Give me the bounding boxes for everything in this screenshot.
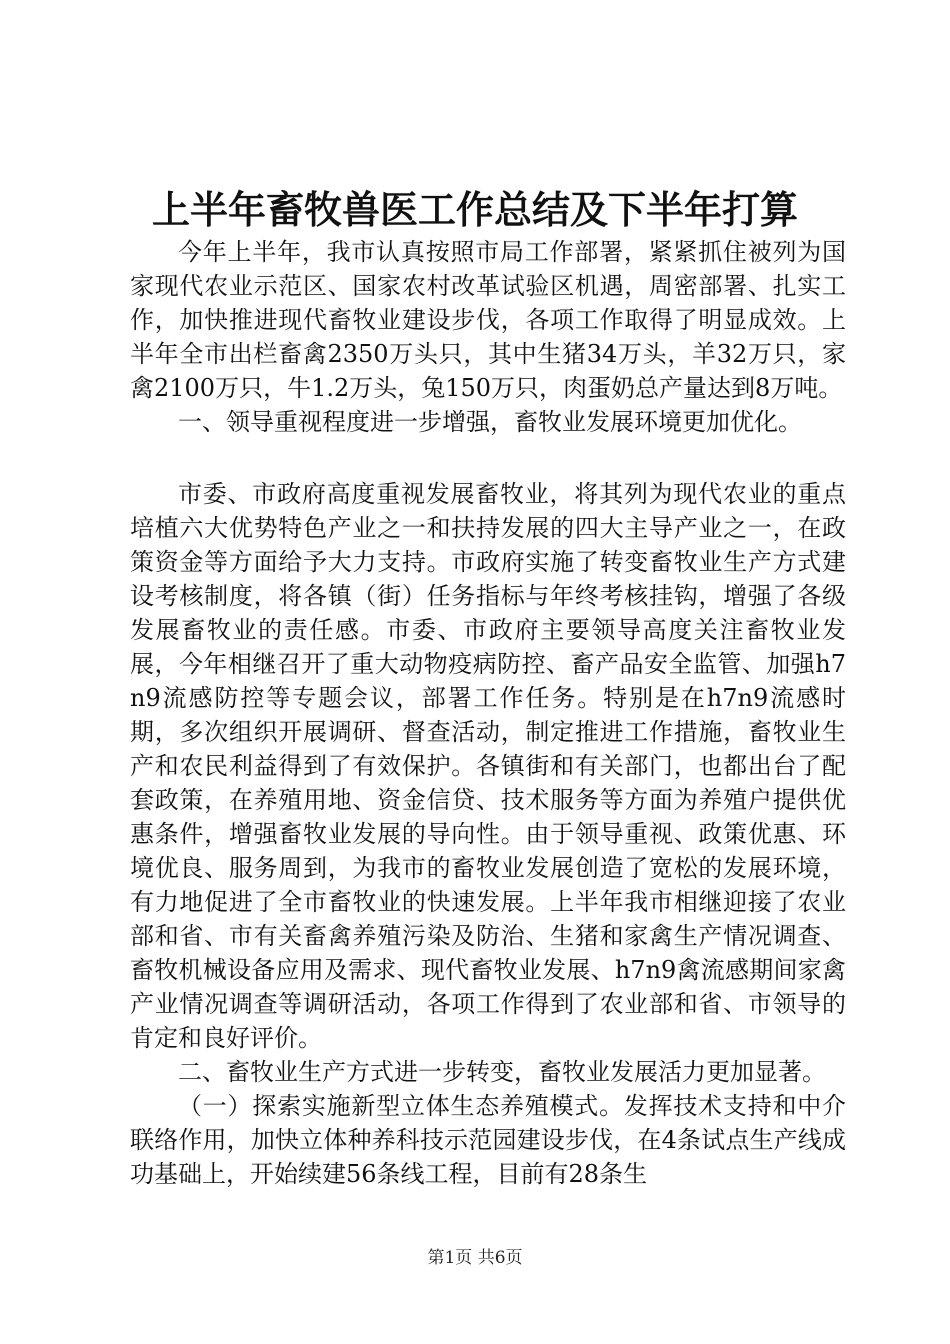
page-footer: 第1页 共6页 [427, 1248, 523, 1268]
paragraph-spacer [130, 439, 846, 477]
intro-paragraph: 今年上半年，我市认真按照市局工作部署，紧紧抓住被列为国家现代农业示范区、国家农村改革试验区机遇，周密部署、扎实工作，加快推进现代畜牧业建设步伐，各项工作取得了明显成效。上半年全市出栏畜禽2350万头只，其中生猪34万头，羊32万只，家禽2100万只，牛1.2万头，兔150万只，肉蛋奶总产量达到8万吨。 [130, 238, 846, 402]
section-1-paragraph: 市委、市政府高度重视发展畜牧业，将其列为现代农业的重点培植六大优势特色产业之一和扶持发展的四大主导产业之一，在政策资金等方面给予大力支持。市政府实施了转变畜牧业生产方式建设考核制度，将各镇（街）任务指标与年终考核挂钩，增强了各级发展畜牧业的责任感。市委、市政府主要领导高度关注畜牧业发展，今年相继召开了重大动物疫病防控、畜产品安全监管、加强h7n9流感防控等专题会议，部署工作任务。特别是在h7n9流感时期，多次组织开展调研、督查活动，制定推进工作措施，畜牧业生产和农民利益得到了有效保护。各镇街和有关部门，也都出台了配套政策，在养殖用地、资金信贷、技术服务等方面为养殖户提供优惠条件，增强畜牧业发展的导向性。由于领导重视、政策优惠、环境优良、服务周到，为我市的畜牧业发展创造了宽松的发展环境，有力地促进了全市畜牧业的快速发展。上半年我市相继迎接了农业部和省、市有关畜禽养殖污染及防治、生猪和家禽生产情况调查、畜牧机械设备应用及需求、现代畜牧业发展、h7n9禽流感期间家禽产业情况调查等调研活动，各项工作得到了农业部和省、市领导的肯定和良好评价。 [130, 480, 846, 1052]
document-title: 上半年畜牧兽医工作总结及下半年打算 [151, 187, 798, 232]
section-2-paragraph: （一）探索实施新型立体生态养殖模式。发挥技术支持和中介联络作用，加快立体种养科技示范园建设步伐，在4条试点生产线成功基础上，开始续建56条线工程，目前有28条生 [130, 1092, 846, 1188]
section-heading-1: 一、领导重视程度进一步增强，畜牧业发展环境更加优化。 [178, 408, 802, 436]
document-body [130, 235, 846, 1191]
section-heading-2: 二、畜牧业生产方式进一步转变，畜牧业发展活力更加显著。 [178, 1058, 826, 1086]
